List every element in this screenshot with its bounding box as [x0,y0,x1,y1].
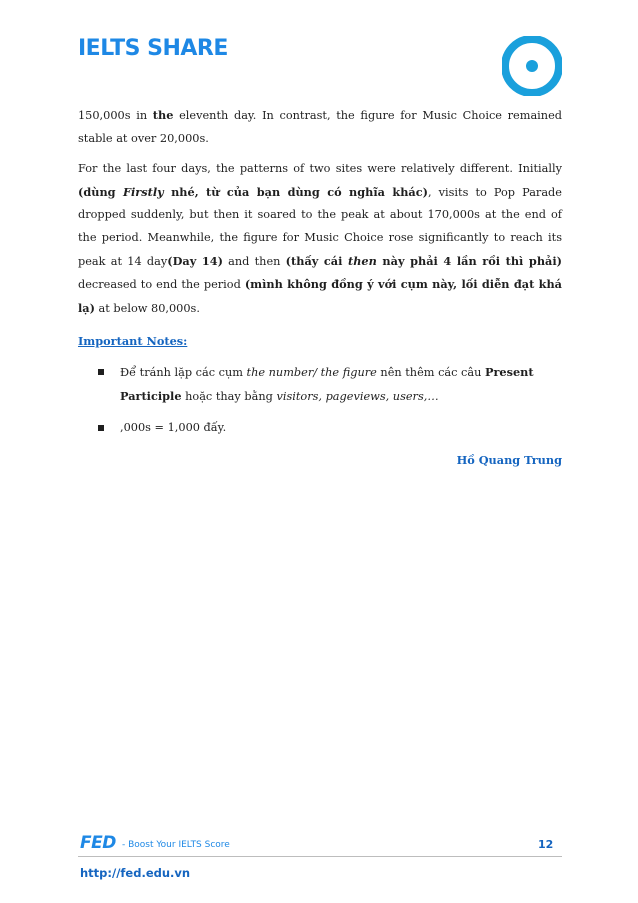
paragraph-2 [78,158,562,320]
list-item [78,417,562,440]
p2-text-1: For the last four days, the patterns of two sites were relatively different. Initially [78,162,562,176]
logo-circle-icon [502,36,562,96]
header-title: IELTS SHARE [78,36,228,61]
p2-text-4: decreased to end the period [78,278,245,292]
p2-text-2: , visits to Pop Parade dropped suddenly, but then it soared to the peak at about 170,000s at the end of the period. Meanwhile, the figure for Music Choice rose significantly to reach its peak at 14 day [78,185,562,268]
document-body [78,104,562,471]
p2-comment-1b: nhé, từ của bạn dùng có nghĩa khác) [163,184,428,199]
note-1-italic-2: visitors, pageviews, users,… [276,389,439,403]
page-number: 12 [538,838,554,851]
note-2-text: ,000s = 1,000 đấy. [120,421,227,435]
note-1-italic-1: the number/ the figure [246,365,377,379]
footer-tagline: - Boost Your IELTS Score [122,840,230,850]
notes-list [78,361,562,440]
p2-comment-3-italic: then [348,253,377,268]
author-name: Hồ Quang Trung [456,452,562,467]
note-1-text-1: Để tránh lặp các cụm [120,365,247,379]
note-1-bold: Present Participle [120,364,534,403]
p2-comment-3a: (thấy cái [285,253,348,268]
paragraph-1 [78,104,562,150]
p1-text-2: eleventh day. In contrast, the figure for Music Choice remained stable at over 20,000s. [78,109,562,145]
p1-bold-1: the [152,108,174,122]
p2-text-5: at below 80,000s. [94,301,200,315]
p2-comment-2: (Day 14) [167,253,223,268]
note-1-text-2: nên thêm các câu [376,365,485,379]
footer-url-link[interactable]: http://fed.edu.vn [80,866,191,880]
important-notes-heading: Important Notes: [78,334,188,349]
list-item [78,361,562,408]
p1-text-1: 150,000s in [78,109,153,122]
fed-logo: FED [80,833,116,853]
square-bullet-icon [98,425,104,431]
note-1-text-3: hoặc thay bằng [181,389,277,403]
p2-comment-3b: này phải 4 lần rồi thì phải) [376,253,563,268]
p2-comment-4: (mình không đồng ý với cụm này, lối diễn đạt khá lạ) [78,277,562,315]
square-bullet-icon [98,369,104,375]
footer-divider [78,856,562,857]
p2-text-3: and then [222,254,286,268]
p2-comment-1a: (dùng [78,184,123,199]
p2-comment-1-italic: Firstly [122,184,164,199]
